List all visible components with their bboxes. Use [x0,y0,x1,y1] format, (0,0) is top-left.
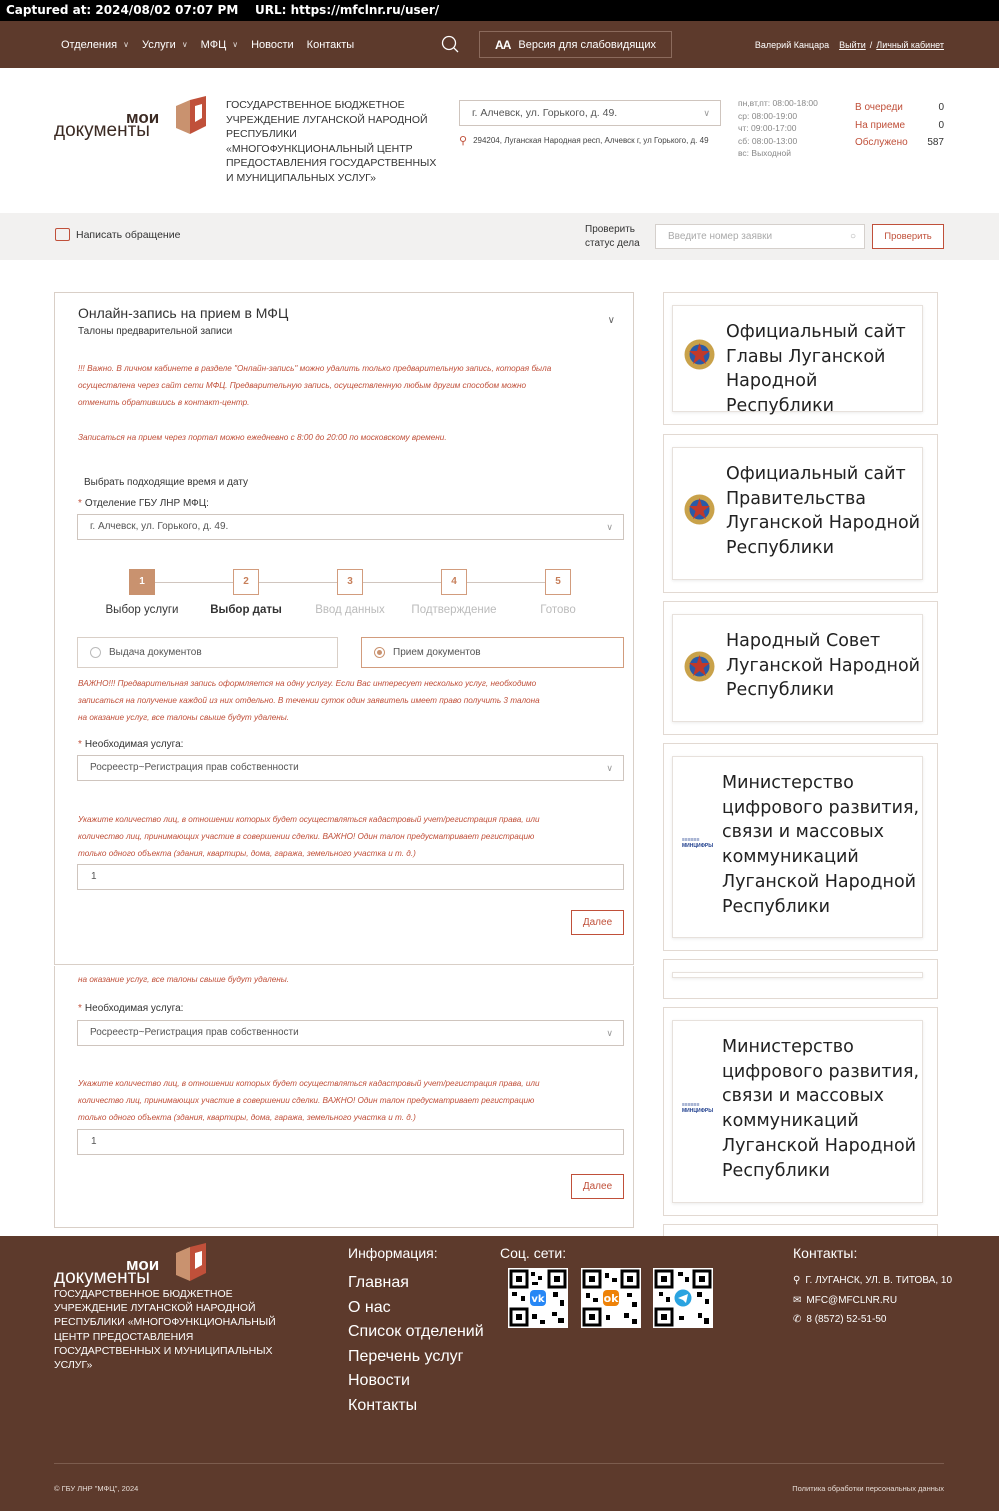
sidebar-card-cut [663,1224,938,1236]
note-line: количество лиц, принимающих участие в совершении сделки. ВАЖНО! Один талон предусматривает регистрацию [78,832,535,841]
footer-link-home[interactable]: Главная [348,1274,409,1291]
step-number: 2 [233,569,259,595]
banner-line: Официальный сайт [726,322,906,342]
service-field-label: * Необходимая услуга: [78,739,184,750]
hours-row: вс: Выходной [738,148,791,158]
banner-line: Главы Луганской [726,346,886,367]
banner-line: Республики [722,1160,831,1181]
contact-text: MFC@MFCLNR.RU [806,1294,898,1306]
input-placeholder: Введите номер заявки [668,231,773,242]
footer-org-name: ГОСУДАРСТВЕННОЕ БЮДЖЕТНОЕ УЧРЕЖДЕНИЕ ЛУГАНСКОЙ НАРОДНОЙ РЕСПУБЛИКИ «МНОГОФУНКЦИОНАЛЬНЫЙ ЦЕНТР ПРЕДОСТАВЛЕНИЯ ГОСУДАРСТВЕННЫХ И МУНИЦИПАЛЬНЫХ УСЛУГ» [54,1288,276,1372]
step-number: 3 [337,569,363,595]
chevron-down-icon: ∨ [232,40,239,49]
banner-text [726,462,920,561]
branch-field-label: * Отделение ГБУ ЛНР МФЦ: [78,498,209,509]
lnr-emblem-icon [683,650,716,683]
panel-subtitle: Талоны предварительной записи [78,326,233,337]
ok-qr-code-icon[interactable] [581,1268,641,1328]
radio-label: Прием документов [393,647,481,658]
banner-line: Республики [722,896,831,917]
queue-label: На приеме [855,119,906,131]
footer-link-services[interactable]: Перечень услуг [348,1347,464,1365]
contact-email[interactable] [793,1291,952,1311]
hours-row: пн,вт,пт: 08:00-18:00 [738,98,818,108]
queue-stats [855,99,944,152]
user-area [755,21,944,68]
step-caption: Готово [540,604,576,616]
contact-text: 8 (8572) 52-51-50 [806,1314,887,1325]
logo-text-bottom: документы [54,120,150,141]
quantity-note [78,811,578,862]
one-service-warning [78,675,578,726]
logo-mark-icon [174,96,208,138]
low-vision-label: Версия для слабовидящих [518,38,656,51]
menu-item-services[interactable] [142,39,188,51]
note-line: записаться на получение каждой из них отдельно. В течении суток один заявитель имеет право получить 3 талона [78,696,540,705]
banner-line: Луганской Народной [726,655,921,676]
online-booking-panel [54,292,634,965]
queue-row [855,134,944,152]
footer-contacts-title: Контакты: [793,1245,858,1261]
next-button[interactable]: Далее [571,910,624,935]
check-status-label [585,223,640,251]
note-line: количество лиц, принимающих участие в совершении сделки. ВАЖНО! Один талон предусматривает регистрацию [78,1096,535,1105]
chevron-down-icon: ∨ [606,763,613,773]
phone-icon: ✆ [793,1314,802,1325]
address-text: 294204, Луганская Народная респ, Алчевск г, ул Горького, д. 49 [473,136,709,145]
banner-line: связи и массовых [722,822,885,843]
footer-link-news[interactable]: Новости [348,1372,410,1390]
queue-value: 0 [938,102,944,113]
menu-item-branches[interactable] [61,39,129,51]
banner-line: связи и массовых [722,1086,885,1107]
banner-inner [672,305,923,417]
note-line: ВАЖНО!!! Предварительная запись оформляется на одну услугу. Если Вас интересует несколько услуг, необходимо [78,679,537,688]
banner-line: цифрового развития, [722,1061,920,1082]
cabinet-link[interactable]: Личный кабинет [876,39,944,50]
map-pin-icon: ⚲ [459,135,468,147]
banner-inner [672,756,923,938]
note-line: на оказание услуг, все талоны свыше будут удалены. [78,713,290,722]
logo-text-top: мои [126,1255,160,1274]
write-appeal-link[interactable] [55,228,180,241]
branch-dropdown[interactable] [77,514,624,540]
step-caption: Ввод данных [315,604,385,616]
svg-text:vk: vk [531,1294,545,1305]
site-logo[interactable] [54,96,209,142]
user-name: Валерий Канцара [754,39,830,50]
dropdown-value: Росреестр~Регистрация прав собственности [90,1027,299,1038]
banner-inner [672,447,923,580]
hours-row: ср: 08:00-19:00 [738,110,798,121]
quantity-note [78,1075,578,1126]
banner-text [726,629,920,703]
branch-select-value: г. Алчевск, ул. Горького, д. 49. [472,107,618,119]
radio-label: Выдача документов [109,647,202,658]
logout-link[interactable]: Выйти [839,39,866,50]
queue-row [855,99,944,117]
logo-text-bottom: документы [54,1267,150,1288]
banner-text [722,1035,919,1183]
message-icon [55,228,70,241]
banner-line: Народный Совет [726,631,881,651]
branch-select[interactable] [459,100,721,126]
footer-info-title: Информация: [348,1245,438,1261]
footer-link-contacts[interactable]: Контакты [348,1396,418,1414]
dropdown-value: Росреестр~Регистрация прав собственности [90,762,299,773]
menu-label: Отделения [61,38,118,51]
banner-line: Официальный сайт [726,464,906,484]
queue-value: 0 [938,119,944,131]
lnr-emblem-icon [683,338,716,371]
banner-inner [672,972,923,978]
sidebar-link-empty[interactable] [663,959,938,999]
quantity-input[interactable]: 1 [77,1129,624,1155]
sidebar-link-mincifry-2[interactable] [663,1007,938,1216]
contact-phone[interactable] [793,1310,952,1330]
menu-item-contacts[interactable] [307,39,355,51]
check-label-line: Проверить [585,224,636,235]
banner-line: Республики [726,680,835,701]
banner-line: Министерство [722,1037,854,1057]
step-caption: Подтверждение [411,604,497,616]
banner-line: Луганской Народной [722,871,917,892]
menu-label: Контакты [306,38,355,51]
footer-logo[interactable] [54,1243,209,1289]
banner-line: Министерство [722,773,854,793]
org-name: ГОСУДАРСТВЕННОЕ БЮДЖЕТНОЕ УЧРЕЖДЕНИЕ ЛУГАНСКОЙ НАРОДНОЙ РЕСПУБЛИКИ «МНОГОФУНКЦИОНАЛЬНЫЙ ЦЕНТР ПРЕДОСТАВЛЕНИЯ ГОСУДАРСТВЕННЫХ И МУНИЦИПАЛЬНЫХ УСЛУГ» [226,99,437,184]
service-dropdown[interactable] [77,755,624,781]
pick-datetime-label: Выбрать подходящие время и дату [84,477,249,488]
footer-contacts [793,1271,952,1330]
hours-row: чт: 09:00-17:00 [738,123,797,133]
menu-item-mfc[interactable] [201,39,238,51]
site-footer [0,1236,999,1511]
banner-line: коммуникаций [722,847,859,868]
font-size-icon: AA [495,37,511,52]
schedule-note: Записаться на прием через портал можно ежедневно с 8:00 до 20:00 по московскому времени. [78,433,447,442]
contact-address [793,1271,952,1291]
chevron-down-icon: ∨ [606,1028,613,1038]
banner-line: Луганской Народной [722,1135,917,1156]
privacy-policy-link[interactable]: Политика обработки персональных данных [792,1484,944,1493]
check-label-line: статус дела [585,238,640,249]
site-header [0,68,999,213]
step-4[interactable] [402,569,506,616]
logo-mark-icon [174,1243,208,1285]
status-strip [0,213,999,260]
warning-tail: на оказание услуг, все талоны свыше будут удалены. [78,975,290,984]
next-button[interactable]: Далее [571,1174,624,1199]
contact-text: Г. ЛУГАНСК, УЛ. В. ТИТОВА, 10 [805,1275,953,1286]
chevron-down-icon: ∨ [606,522,613,532]
banner-line: Республики [726,538,835,559]
chevron-down-icon: ∨ [123,40,129,49]
footer-social-title: Соц. сети: [500,1245,567,1261]
sidebar-link-mincifry[interactable] [663,743,938,951]
queue-label: Обслужено [855,137,908,148]
step-1[interactable] [90,569,194,616]
mail-icon: ✉ [793,1294,802,1306]
queue-label: В очереди [855,102,903,113]
top-navigation [0,21,999,68]
chevron-down-icon: ∨ [181,40,188,49]
appeal-label: Написать обращение [76,228,181,241]
map-pin-icon: ⚲ [793,1275,801,1286]
low-vision-button[interactable] [479,31,672,58]
banner-line: Народной Республики [726,371,835,417]
branch-address [459,134,709,147]
note-line: только одного объекта (здания, квартиры, дома, гаража, земельного участка и т. д.) [78,1113,416,1122]
sidebar-link-head-of-republic[interactable] [663,292,938,425]
banner-text [726,320,922,419]
service-field-label: * Необходимая услуга: [78,1003,184,1014]
banner-inner [672,1020,923,1203]
main-menu [61,21,367,68]
queue-value: 587 [927,137,944,148]
note-line: осуществлена через сайт сети МФЦ. Предварительную запись, осуществленную любым другим способом можно [78,381,527,390]
banner-text [722,771,919,919]
menu-label: Услуги [141,38,176,51]
booking-stepper [95,569,595,625]
application-number-input[interactable] [655,224,865,249]
sidebar-link-government[interactable] [663,434,938,593]
step-caption: Выбор услуги [105,604,179,616]
banner-inner [672,614,923,722]
dropdown-value: г. Алчевск, ул. Горького, д. 49. [90,521,229,532]
chevron-down-icon: ∨ [703,108,710,118]
note-line: Укажите количество лиц, в отношении которых будет осуществляться кадастровый учет/регистрация права, или [78,815,540,824]
step-5[interactable] [506,569,610,616]
footer-link-branches[interactable]: Список отделений [348,1323,484,1341]
queue-row [855,117,944,135]
logo-text-top: мои [126,108,160,127]
note-line: только одного объекта (здания, квартиры, дома, гаража, земельного участка и т. д.) [78,849,416,858]
step-3[interactable] [298,569,402,616]
copyright: © ГБУ ЛНР "МФЦ", 2024 [54,1484,139,1493]
step-caption: Выбор даты [210,604,282,616]
search-icon[interactable] [441,35,459,53]
quantity-input[interactable]: 1 [77,864,624,890]
footer-divider [54,1463,944,1464]
note-line: отменить обратившись в контакт-центр. [78,398,250,407]
mincifry-logo-icon: ≡≡≡≡≡≡ МИНЦИФРЫ [682,1102,714,1114]
footer-link-about[interactable]: О нас [348,1298,391,1316]
footer-links [348,1271,484,1419]
panel-title: Онлайн-запись на прием в МФЦ [78,305,289,321]
check-status-button[interactable]: Проверить [872,224,944,249]
online-booking-panel-continued [54,966,634,1228]
sidebar-link-people-council[interactable] [663,601,938,735]
radio-button-selected [374,647,385,658]
menu-label: МФЦ [200,38,227,51]
note-line: Укажите количество лиц, в отношении которых будет осуществляться кадастровый учет/регистрация права, или [78,1079,540,1088]
banner-line: цифрового развития, [722,797,920,818]
step-number: 4 [441,569,467,595]
radio-button [90,647,101,658]
menu-item-news[interactable] [251,39,294,51]
radio-issue-documents[interactable] [77,637,338,668]
telegram-qr-code-icon[interactable] [653,1268,713,1328]
search-icon: ○ [849,231,856,242]
collapse-chevron-icon[interactable]: ∨ [607,315,615,326]
hours-row: сб: 08:00-13:00 [738,135,798,146]
note-line: !!! Важно. В личном кабинете в разделе "Онлайн-запись" можно удалить только предварительную запись, которая была [78,364,552,373]
banner-line: Правительства [726,488,866,509]
step-number: 5 [545,569,571,595]
label-text: Необходимая услуга: [84,739,184,750]
banner-line: Луганской Народной [726,513,921,534]
label-text: Отделение ГБУ ЛНР МФЦ: [84,498,209,509]
important-note [78,360,578,411]
label-text: Необходимая услуга: [84,1003,184,1014]
mincifry-logo-icon: ≡≡≡≡≡≡ МИНЦИФРЫ [682,837,714,849]
radio-accept-documents[interactable] [361,637,624,668]
step-2[interactable] [194,569,298,616]
service-dropdown[interactable] [77,1020,624,1046]
capture-banner: Captured at: 2024/08/02 07:07 PM URL: https://mfclnr.ru/user/ [0,0,999,21]
step-number: 1 [129,569,155,595]
vk-qr-code-icon[interactable] [508,1268,568,1328]
menu-label: Новости [251,38,294,51]
lnr-emblem-icon [683,493,716,526]
separator: / [869,39,873,50]
banner-line: коммуникаций [722,1111,859,1132]
work-hours [738,97,818,160]
svg-text:ok: ok [603,1292,619,1305]
